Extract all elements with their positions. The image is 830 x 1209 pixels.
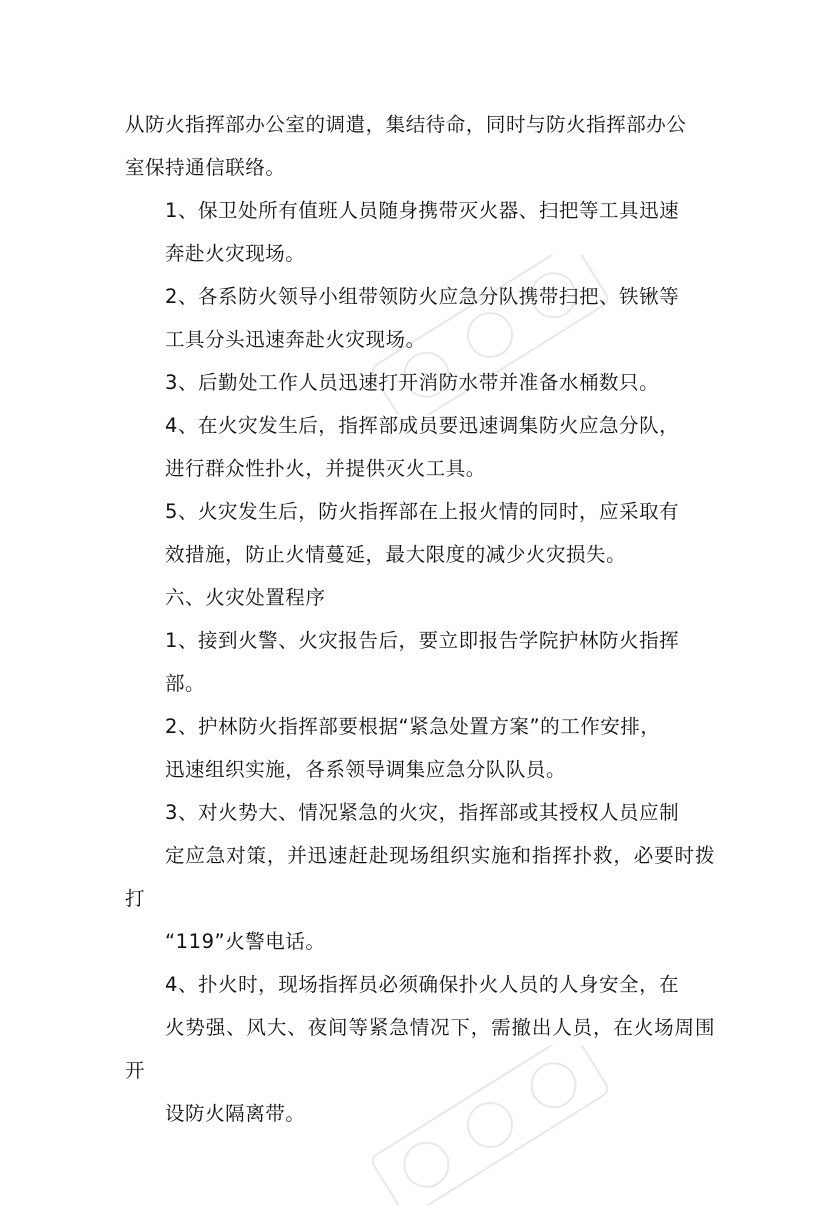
text-line: 定应急对策，并迅速赶赴现场组织实施和指挥扑救，必要时拨打 [125,844,715,910]
paragraph-2 [125,189,715,275]
paragraph-1 [125,103,715,189]
text-line: 设防火隔离带。 [165,1102,306,1125]
document-body [125,103,715,1135]
text-line: 效措施，防止火情蔓延，最大限度的减少火灾损失。 [165,543,627,566]
text-line: 2、各系防火领导小组带领防火应急分队携带扫把、铁锹等 [165,285,680,308]
text-line: 迅速组织实施，各系领导调集应急分队队员。 [165,758,567,781]
text-line: 1、接到火警、火灾报告后，要立即报告学院护林防火指挥 [165,629,680,652]
text-line: 1、保卫处所有值班人员随身携带灭火器、扫把等工具迅速 [165,199,680,222]
text-line: 从防火指挥部办公室的调遣，集结待命，同时与防火指挥部办公 [125,113,687,136]
paragraph-6 [125,490,715,576]
paragraph-5 [125,404,715,490]
section-heading [125,576,715,619]
text-line: 进行群众性扑火，并提供灭火工具。 [165,457,486,480]
paragraph-4 [125,361,715,404]
text-line: 火势强、风大、夜间等紧急情况下，需撤出人员，在火场周围开 [125,1016,715,1082]
text-line: 部。 [165,672,206,695]
paragraph-3 [125,275,715,361]
text-line: 4、在火灾发生后，指挥部成员要迅速调集防火应急分队， [165,414,680,437]
paragraph-11 [125,963,715,1135]
text-line: 3、对火势大、情况紧急的火灾，指挥部或其授权人员应制 [165,801,680,824]
text-line: 4、扑火时，现场指挥员必须确保扑火人员的人身安全，在 [165,973,680,996]
paragraph-9 [125,705,715,791]
text-line: 5、火灾发生后，防火指挥部在上报火情的同时，应采取有 [165,500,680,523]
text-line: 3、后勤处工作人员迅速打开消防水带并准备水桶数只。 [165,371,660,394]
text-line: 2、护林防火指挥部要根据“紧急处置方案”的工作安排， [165,715,661,738]
paragraph-10 [125,791,715,963]
text-line: 工具分头迅速奔赴火灾现场。 [165,328,426,351]
text-line: 六、火灾处置程序 [165,586,326,609]
text-line: “119”火警电话。 [165,930,326,953]
text-line: 室保持通信联络。 [125,156,286,179]
paragraph-8 [125,619,715,705]
text-line: 奔赴火灾现场。 [165,242,306,265]
